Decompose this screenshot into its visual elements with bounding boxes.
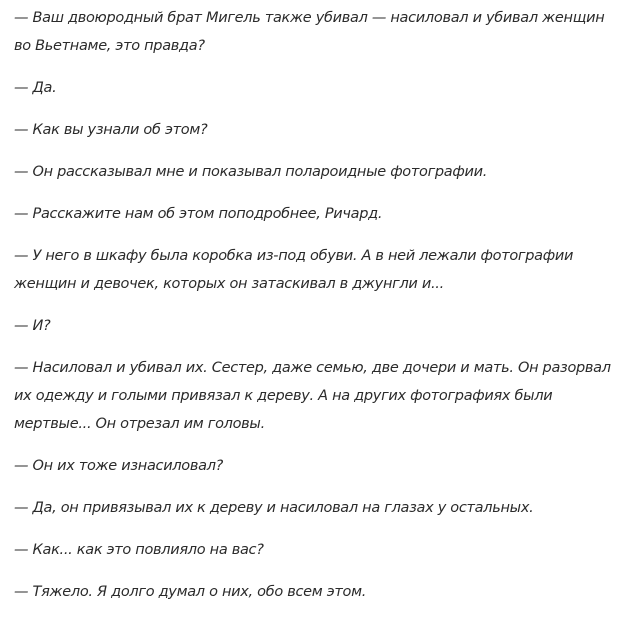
paragraph-5: — Расскажите нам об этом поподробнее, Ричард. — [14, 206, 383, 222]
paragraph-12: — Тяжело. Я долго думал о них, обо всем этом. — [14, 584, 367, 600]
paragraph-11: — Как... как это повлияло на вас? — [14, 542, 264, 558]
paragraph-2: — Да. — [14, 80, 57, 96]
paragraph-8: — Насиловал и убивал их. Сестер, даже семью, две дочери и мать. Он разорвал их одежду и голыми привязал к дереву. А на других фотографиях были мертвые... Он отрезал им головы. — [14, 360, 611, 432]
paragraph-7: — И? — [14, 318, 51, 334]
paragraph-9: — Он их тоже изнасиловал? — [14, 458, 224, 474]
paragraph-1: — Ваш двоюродный брат Мигель также убивал — насиловал и убивал женщин во Вьетнаме, это правда? — [14, 10, 605, 54]
paragraph-3: — Как вы узнали об этом? — [14, 122, 208, 138]
paragraph-10: — Да, он привязывал их к дереву и насиловал на глазах у остальных. — [14, 500, 534, 516]
paragraph-4: — Он рассказывал мне и показывал полароидные фотографии. — [14, 164, 488, 180]
paragraph-6: — У него в шкафу была коробка из-под обуви. А в ней лежали фотографии женщин и девочек, которых он затаскивал в джунгли и... — [14, 248, 574, 292]
